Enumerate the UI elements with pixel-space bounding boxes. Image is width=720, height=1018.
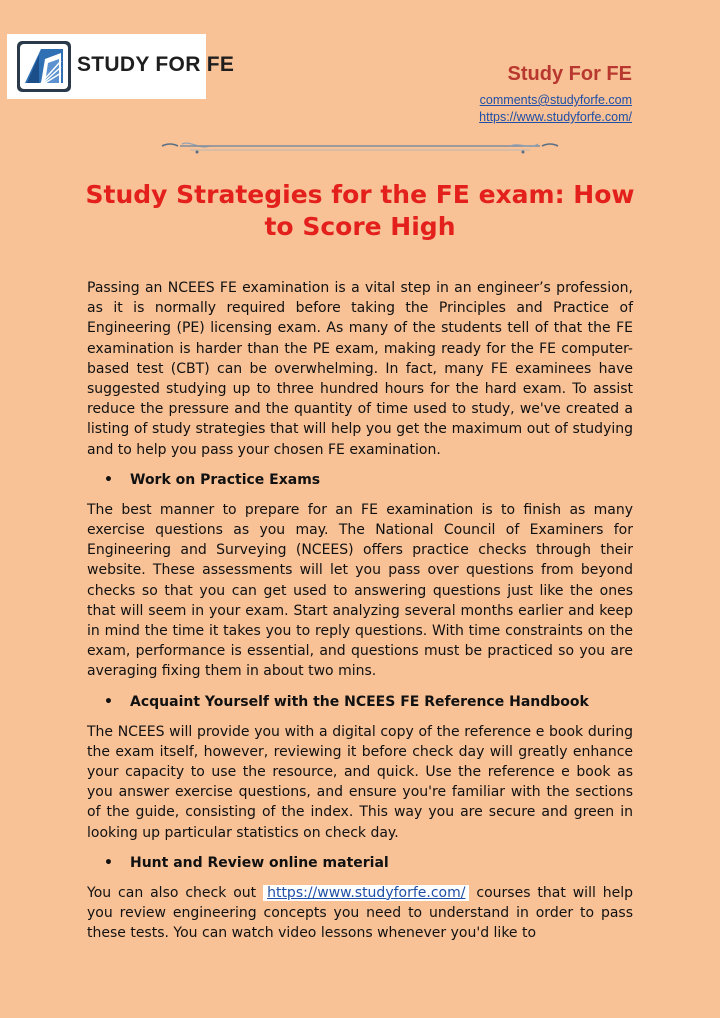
bullet-icon: • [104, 854, 113, 871]
article-body [87, 278, 633, 943]
studyforfe-link[interactable]: https://www.studyforfe.com/ [263, 885, 469, 901]
email-link[interactable]: comments@studyforfe.com [479, 93, 632, 107]
section-paragraph: The best manner to prepare for an FE examination is to finish as many exercise questions as you may. The National Council of Examiners for Engineering and Surveying (NCEES) offers practice checks through their website. These assessments will let you pass over questions from beyond checks so that you can get used to answering questions just like the ones that will seem in your exam. Start analyzing several months earlier and keep in mind the time it takes you to reply questions. With time constraints on the exam, performance is essential, and questions must be practiced so you are averaging fixing them in about two mins. [87, 501, 633, 680]
intro-paragraph: Passing an NCEES FE examination is a vital step in an engineer’s profession, as it is normally required before taking the Principles and Practice of Engineering (PE) licensing exam. As many of the students tell of that the FE examination is harder than the PE exam, making ready for the FE computer-based test (CBT) can be overwhelming. In fact, many FE examinees have suggested studying up to three hundred hours for the hard exam. To assist reduce the pressure and the quantity of time used to study, we've created a listing of study strategies that will help you get the maximum out of studying and to help you pass your chosen FE examination. [87, 280, 633, 458]
section-heading [104, 692, 633, 712]
paragraph-text: You can also check out [87, 884, 257, 901]
bullet-icon: • [104, 471, 113, 488]
bullet-icon: • [104, 693, 113, 710]
section-paragraph: The NCEES will provide you with a digital copy of the reference e book during the exam itself, however, reviewing it before check day will greatly enhance your capacity to use the resource, and quick. Use the reference e book as you answer exercise questions, and ensure you're familiar with the sections of the guide, consisting of the index. This way you are secure and green in looking up particular statistics on check day. [87, 723, 633, 841]
section-paragraph [87, 883, 633, 944]
section-heading [104, 853, 633, 873]
section-heading-text: Hunt and Review online material [130, 854, 389, 871]
contact-block [479, 63, 632, 126]
section-heading [104, 470, 633, 490]
page-title: Study Strategies for the FE exam: How to Score High [85, 180, 635, 241]
section-heading-text: Work on Practice Exams [130, 471, 321, 488]
section-heading-text: Acquaint Yourself with the NCEES FE Reference Handbook [130, 693, 589, 710]
logo-text: STUDY FOR FE [77, 53, 235, 76]
ornamental-divider [160, 138, 560, 158]
brand-name: Study For FE [507, 63, 632, 85]
logo [7, 34, 235, 99]
paragraph-text: courses that will help you review engineering concepts you need to understand in order to pass these tests. You can watch video lessons whenever you'd like to [87, 884, 634, 942]
website-link[interactable]: https://www.studyforfe.com/ [479, 110, 632, 124]
book-logo-icon [15, 39, 73, 94]
